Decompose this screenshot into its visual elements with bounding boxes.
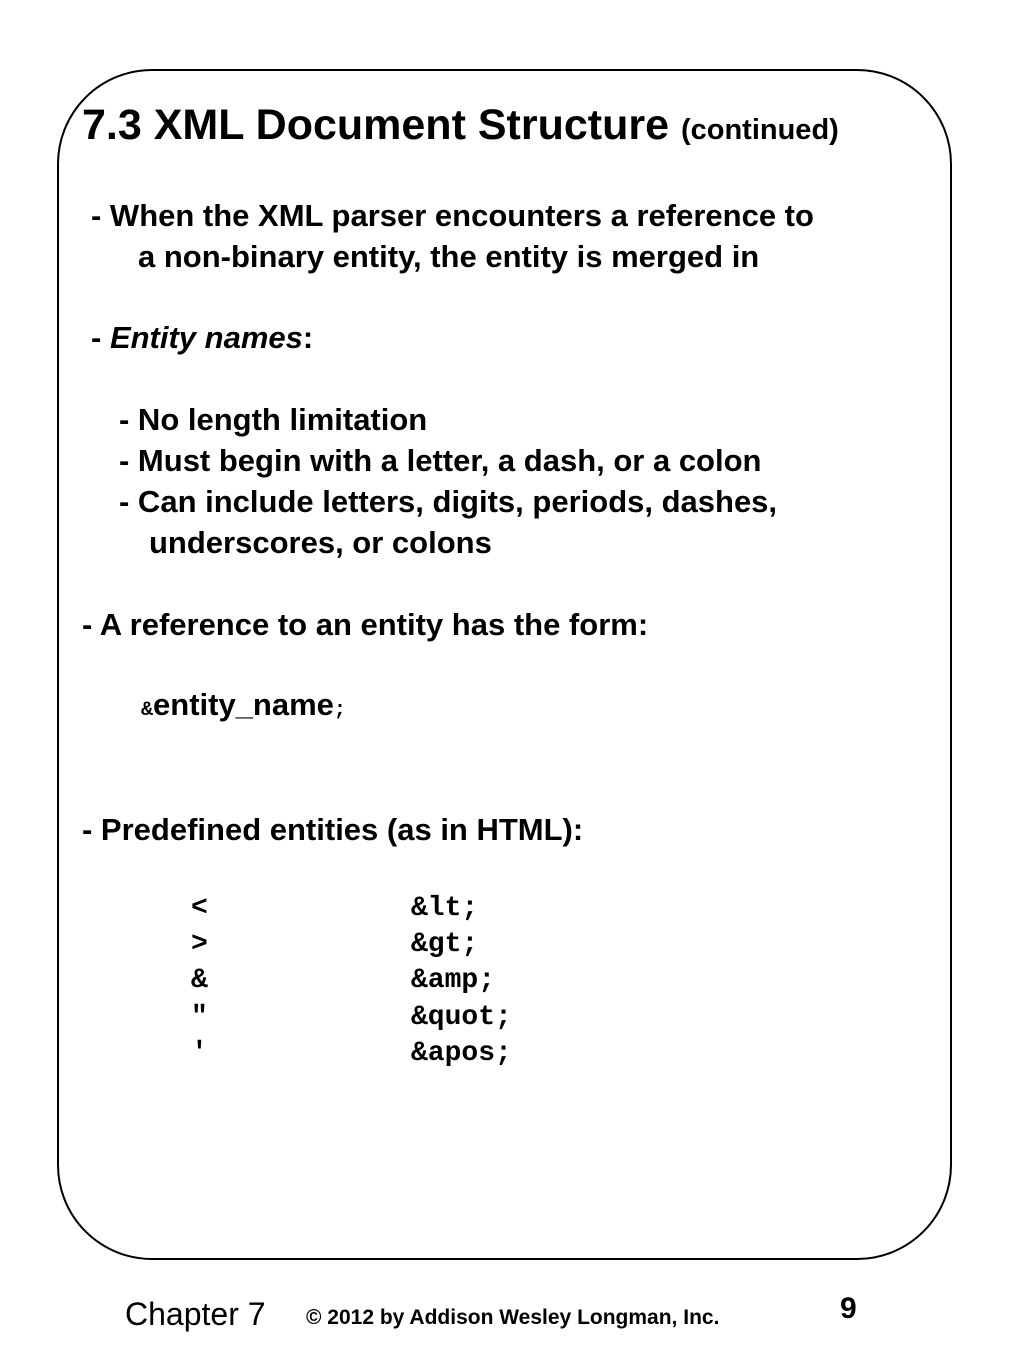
entity-ref: &lt;	[411, 893, 479, 924]
rule-can-include: - Can include letters, digits, periods, dashes,	[119, 484, 778, 519]
reference-semicolon: ;	[333, 699, 346, 722]
bullet-entity-names	[91, 322, 313, 353]
page-number: 9	[840, 1292, 857, 1325]
entity-names-dash: -	[91, 320, 110, 355]
entity-char: >	[191, 929, 208, 960]
entity-reference-example	[141, 689, 346, 721]
entity-ref: &gt;	[411, 929, 479, 960]
footer-copyright: © 2012 by Addison Wesley Longman, Inc.	[306, 1306, 720, 1329]
bullet-parser-line-1: - When the XML parser encounters a reference to	[91, 198, 814, 233]
reference-name: entity_name	[153, 687, 334, 722]
entity-ref: &quot;	[411, 1002, 512, 1033]
entity-char: '	[191, 1038, 208, 1069]
bullet-predefined: - Predefined entities (as in HTML):	[82, 812, 584, 847]
entity-char: <	[191, 893, 208, 924]
entity-names-colon: :	[302, 320, 314, 355]
entity-ref: &apos;	[411, 1038, 512, 1069]
rule-no-length: - No length limitation	[119, 402, 428, 437]
entity-char: &	[191, 965, 208, 996]
bullet-parser-line-2: a non-binary entity, the entity is merged in	[138, 239, 760, 274]
entity-names-term: Entity names	[109, 320, 303, 355]
title-main: 7.3 XML Document Structure	[82, 101, 669, 149]
rule-must-begin: - Must begin with a letter, a dash, or a colon	[119, 443, 762, 478]
slide-title	[82, 101, 839, 149]
footer-chapter: Chapter 7	[125, 1296, 266, 1332]
entity-ref: &amp;	[411, 965, 496, 996]
rule-can-include-cont: underscores, or colons	[149, 525, 492, 560]
bullet-reference-form: - A reference to an entity has the form:	[82, 607, 649, 642]
title-suffix: (continued)	[680, 114, 839, 146]
reference-ampersand: &	[141, 699, 154, 722]
entity-char: "	[191, 1002, 208, 1033]
